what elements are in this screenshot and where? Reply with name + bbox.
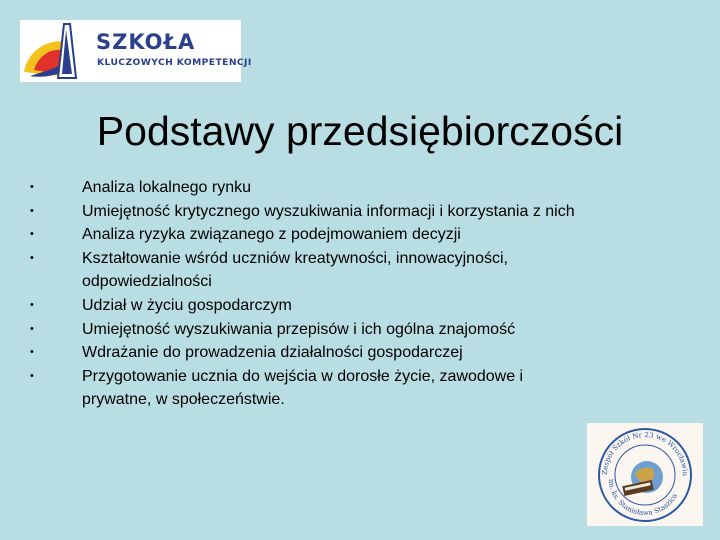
bullet-text: Analiza ryzyka związanego z podejmowaniem decyzji <box>82 226 461 244</box>
seal-emblem-icon <box>587 423 703 526</box>
bullet-item <box>30 365 590 412</box>
bullet-text: Umiejętność wyszukiwania przepisów i ich ogólna znajomość <box>82 320 516 338</box>
logo-title: SZKOŁA <box>96 30 196 54</box>
bullet-item <box>30 200 590 224</box>
bullet-item <box>30 294 590 318</box>
bullet-mark: • <box>30 298 34 311</box>
bullet-item <box>30 223 590 247</box>
bullet-text: Udział w życiu gospodarczym <box>82 296 292 314</box>
bullet-mark: • <box>30 204 34 217</box>
slide-title: Podstawy przedsiębiorczości <box>96 108 624 154</box>
bullet-item <box>30 176 590 200</box>
bullet-item <box>30 247 590 294</box>
bullet-mark: • <box>30 181 34 193</box>
school-seal <box>587 423 703 526</box>
bullet-text: Wdrażanie do prowadzenia działalności gospodarczej <box>82 344 463 362</box>
bullet-mark: • <box>30 346 34 359</box>
bullet-mark: • <box>30 251 34 264</box>
bullet-text: Kształtowanie wśród uczniów kreatywności, innowacyjności, odpowiedzialności <box>82 249 508 291</box>
bullet-text: Umiejętność krytycznego wyszukiwania informacji i korzystania z nich <box>82 202 575 220</box>
logo-subtitle: KLUCZOWYCH KOMPETENCJI <box>97 57 252 68</box>
bullet-mark: • <box>30 369 34 382</box>
bullet-mark: • <box>30 322 34 335</box>
bullet-item <box>30 318 590 342</box>
bullet-text: Analiza lokalnego rynku <box>82 179 251 196</box>
bullet-item <box>30 341 590 365</box>
seal-text-top: Zespół Szkół Nr 23 we Wrocławiu <box>600 430 690 477</box>
seal-text-bottom: im. ks. Stanisława Staszica <box>606 478 679 518</box>
bullet-list <box>30 176 590 412</box>
logo-emblem-icon <box>20 20 96 82</box>
bullet-text: Przygotowanie ucznia do wejścia w dorosłe życie, zawodowe i prywatne, w społeczeństwie. <box>82 367 524 409</box>
school-logo <box>20 20 252 82</box>
bullet-mark: • <box>30 228 34 241</box>
